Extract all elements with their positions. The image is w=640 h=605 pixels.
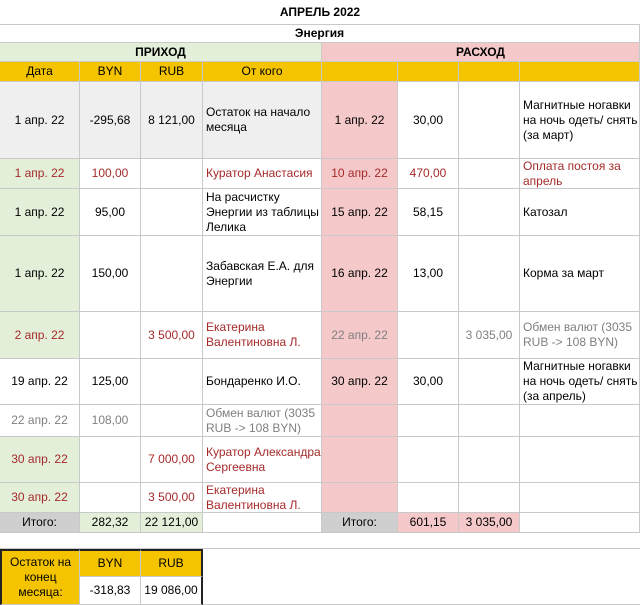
expense-what-empty	[520, 483, 640, 513]
col-date-header: Дата	[0, 62, 80, 82]
expense-total-rub: 3 035,00	[459, 513, 520, 533]
income-date: 22 апр. 22	[0, 405, 80, 437]
balance-rub-header: RUB	[141, 549, 203, 577]
expense-col-date-header	[322, 62, 398, 82]
balance-label: Остаток на конец месяца:	[0, 549, 80, 605]
income-byn: 125,00	[80, 359, 141, 405]
income-rub	[141, 405, 203, 437]
income-byn: 108,00	[80, 405, 141, 437]
expense-total-byn: 601,15	[398, 513, 459, 533]
expense-rub	[459, 189, 520, 236]
col-byn-header: BYN	[80, 62, 141, 82]
income-rub	[141, 236, 203, 312]
income-rub	[141, 359, 203, 405]
expense-rub-empty	[459, 405, 520, 437]
income-date: 1 апр. 22	[0, 82, 80, 159]
income-rub: 8 121,00	[141, 82, 203, 159]
expense-rub	[459, 82, 520, 159]
expense-rub: 3 035,00	[459, 312, 520, 359]
income-from: Обмен валют (3035 RUB -> 108 BYN)	[203, 405, 322, 437]
income-total-rub: 22 121,00	[141, 513, 203, 533]
expense-total-label: Итого:	[322, 513, 398, 533]
income-rub	[141, 159, 203, 189]
income-from: Куратор Александра Сергеевна	[203, 437, 322, 483]
income-rub: 7 000,00	[141, 437, 203, 483]
expense-what: Обмен валют (3035 RUB -> 108 BYN)	[520, 312, 640, 359]
expense-col-rub-header	[459, 62, 520, 82]
income-byn	[80, 312, 141, 359]
income-from: На расчистку Энергии из таблицы Лелика	[203, 189, 322, 236]
expense-rub	[459, 159, 520, 189]
income-from: Екатерина Валентиновна Л.	[203, 483, 322, 513]
income-byn: -295,68	[80, 82, 141, 159]
income-total-empty	[203, 513, 322, 533]
expense-what-empty	[520, 437, 640, 483]
income-date: 30 апр. 22	[0, 483, 80, 513]
balance-byn-header: BYN	[80, 549, 141, 577]
expense-date-empty	[322, 405, 398, 437]
sheet-subtitle: Энергия	[0, 24, 640, 43]
expense-what: Катозал	[520, 189, 640, 236]
spacer-row	[0, 533, 640, 549]
income-date: 19 апр. 22	[0, 359, 80, 405]
col-from-header: От кого	[203, 62, 322, 82]
balance-empty-area	[203, 549, 640, 605]
income-rub: 3 500,00	[141, 312, 203, 359]
expense-rub-empty	[459, 483, 520, 513]
income-byn: 100,00	[80, 159, 141, 189]
expense-total-empty	[520, 513, 640, 533]
balance-rub-value: 19 086,00	[141, 577, 203, 605]
income-total-byn: 282,32	[80, 513, 141, 533]
income-byn	[80, 437, 141, 483]
expense-date: 30 апр. 22	[322, 359, 398, 405]
expense-date: 10 апр. 22	[322, 159, 398, 189]
income-from: Куратор Анастасия	[203, 159, 322, 189]
balance-byn-value: -318,83	[80, 577, 141, 605]
expense-byn: 58,15	[398, 189, 459, 236]
expense-what: Оплата постоя за апрель	[520, 159, 640, 189]
expense-byn-empty	[398, 437, 459, 483]
expense-date: 15 апр. 22	[322, 189, 398, 236]
income-date: 2 апр. 22	[0, 312, 80, 359]
income-byn: 95,00	[80, 189, 141, 236]
expense-date: 16 апр. 22	[322, 236, 398, 312]
income-rub	[141, 189, 203, 236]
expense-byn-empty	[398, 483, 459, 513]
income-date: 30 апр. 22	[0, 437, 80, 483]
month-title: АПРЕЛЬ 2022	[0, 0, 640, 25]
income-byn: 150,00	[80, 236, 141, 312]
expense-byn: 13,00	[398, 236, 459, 312]
expense-date-empty	[322, 437, 398, 483]
income-byn	[80, 483, 141, 513]
income-from: Остаток на начало месяца	[203, 82, 322, 159]
expense-col-what-header	[520, 62, 640, 82]
col-rub-header: RUB	[141, 62, 203, 82]
expense-what-empty	[520, 405, 640, 437]
expense-date: 22 апр. 22	[322, 312, 398, 359]
income-date: 1 апр. 22	[0, 236, 80, 312]
expense-rub	[459, 236, 520, 312]
expense-byn: 30,00	[398, 359, 459, 405]
expense-what: Магнитные ногавки на ночь одеть/ снять (за март)	[520, 82, 640, 159]
expense-rub-empty	[459, 437, 520, 483]
income-date: 1 апр. 22	[0, 189, 80, 236]
expense-what: Корма за март	[520, 236, 640, 312]
expense-date: 1 апр. 22	[322, 82, 398, 159]
income-date: 1 апр. 22	[0, 159, 80, 189]
expense-col-byn-header	[398, 62, 459, 82]
expense-byn-empty	[398, 405, 459, 437]
expense-what: Магнитные ногавки на ночь одеть/ снять (за апрель)	[520, 359, 640, 405]
expense-byn: 470,00	[398, 159, 459, 189]
income-total-label: Итого:	[0, 513, 80, 533]
income-header: ПРИХОД	[0, 43, 322, 62]
expense-byn: 30,00	[398, 82, 459, 159]
income-from: Бондаренко И.О.	[203, 359, 322, 405]
expense-header: РАСХОД	[322, 43, 640, 62]
income-from: Забавская Е.А. для Энергии	[203, 236, 322, 312]
expense-date-empty	[322, 483, 398, 513]
expense-byn	[398, 312, 459, 359]
income-rub: 3 500,00	[141, 483, 203, 513]
income-from: Екатерина Валентиновна Л.	[203, 312, 322, 359]
expense-rub	[459, 359, 520, 405]
